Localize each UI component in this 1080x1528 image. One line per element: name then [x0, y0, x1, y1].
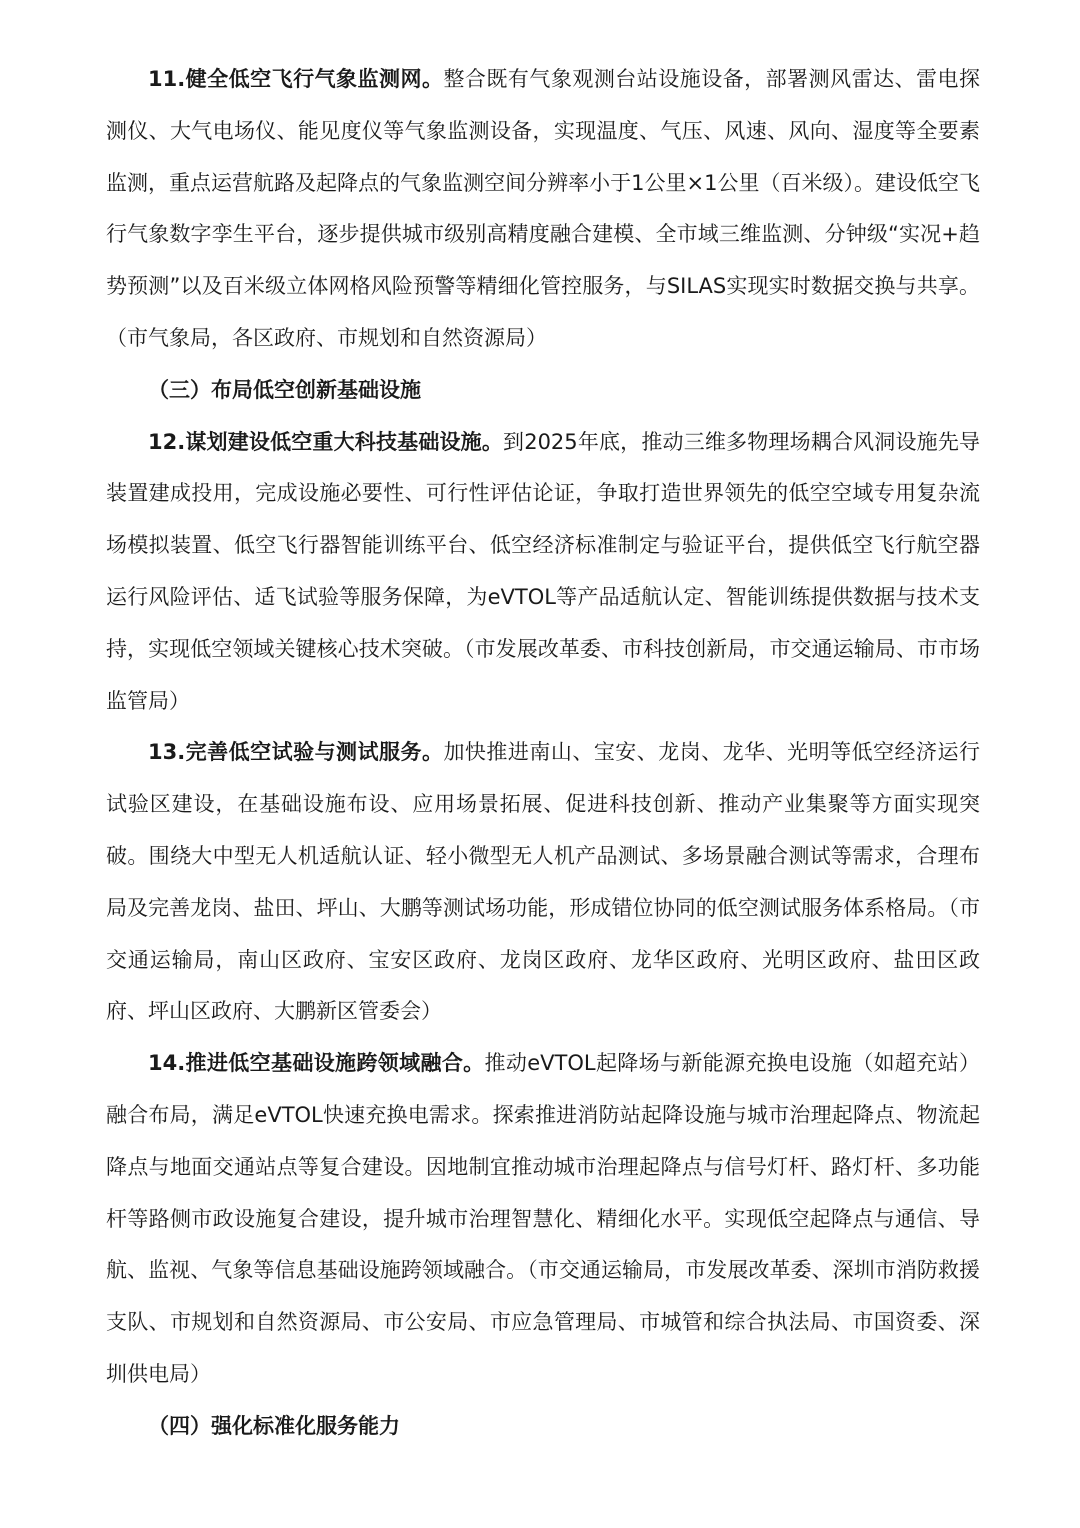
paragraph-body: 加快推进南山、宝安、龙岗、龙华、光明等低空经济运行试验区建设，在基础设施布设、应用场景拓展、促进科技创新、推动产业集聚等方面实现突破。围绕大中型无人机适航认证、轻小微型无人机产品测试、多场景融合测试等需求，合理布局及完善龙岗、盐田、坪山、大鹏等测试场功能，形成错位协同的低空测试服务体系格局。（市交通运输局，南山区政府、宝安区政府、龙岗区政府、龙华区政府、光明区政府、盐田区政府、坪山区政府、大鹏新区管委会）: [106, 740, 980, 1024]
paragraph-lead: 13.完善低空试验与测试服务。: [148, 740, 444, 765]
paragraph-12-major-infrastructure: [106, 417, 980, 728]
paragraph-lead: 12.谋划建设低空重大科技基础设施。: [148, 429, 504, 454]
section-heading-3: （三）布局低空创新基础设施: [148, 377, 421, 402]
paragraph-13-testing-services: [106, 727, 980, 1038]
paragraph-lead: 11.健全低空飞行气象监测网。: [148, 67, 444, 91]
paragraph-body: 整合既有气象观测台站设施设备，部署测风雷达、雷电探测仪、大气电场仪、能见度仪等气象监测设备，实现温度、气压、风速、风向、湿度等全要素监测，重点运营航路及起降点的气象监测空间分辨率小于1公里×1公里（百米级）。建设低空飞行气象数字孪生平台，逐步提供城市级别高精度融合建模、全市域三维监测、分钟级“实况+趋势预测”以及百米级立体网格风险预警等精细化管控服务，与SILAS实现实时数据交换与共享。（市气象局，各区政府、市规划和自然资源局）: [106, 67, 980, 350]
paragraph-body: 推动eVTOL起降场与新能源充换电设施（如超充站）融合布局，满足eVTOL快速充换电需求。探索推进消防站起降设施与城市治理起降点、物流起降点与地面交通站点等复合建设。因地制宜推动城市治理起降点与信号灯杆、路灯杆、多功能杆等路侧市政设施复合建设，提升城市治理智慧化、精细化水平。实现低空起降点与通信、导航、监视、气象等信息基础设施跨领域融合。（市交通运输局，市发展改革委、深圳市消防救援支队、市规划和自然资源局、市公安局、市应急管理局、市城管和综合执法局、市国资委、深圳供电局）: [106, 1051, 981, 1386]
paragraph-14-cross-domain-integration: [106, 1038, 980, 1401]
paragraph-body: 到2025年底，推动三维多物理场耦合风洞设施先导装置建成投用，完成设施必要性、可行性评估论证，争取打造世界领先的低空空域专用复杂流场模拟装置、低空飞行器智能训练平台、低空经济标准制定与验证平台，提供低空飞行航空器运行风险评估、适飞试验等服务保障，为eVTOL等产品适航认定、智能训练提供数据与技术支持，实现低空领域关键核心技术突破。（市发展改革委、市科技创新局，市交通运输局、市市场监管局）: [106, 429, 980, 713]
section-heading-4: （四）强化标准化服务能力: [148, 1413, 400, 1438]
paragraph-11-weather-monitoring: [106, 54, 980, 365]
paragraph-lead: 14.推进低空基础设施跨领域融合。: [148, 1051, 485, 1076]
